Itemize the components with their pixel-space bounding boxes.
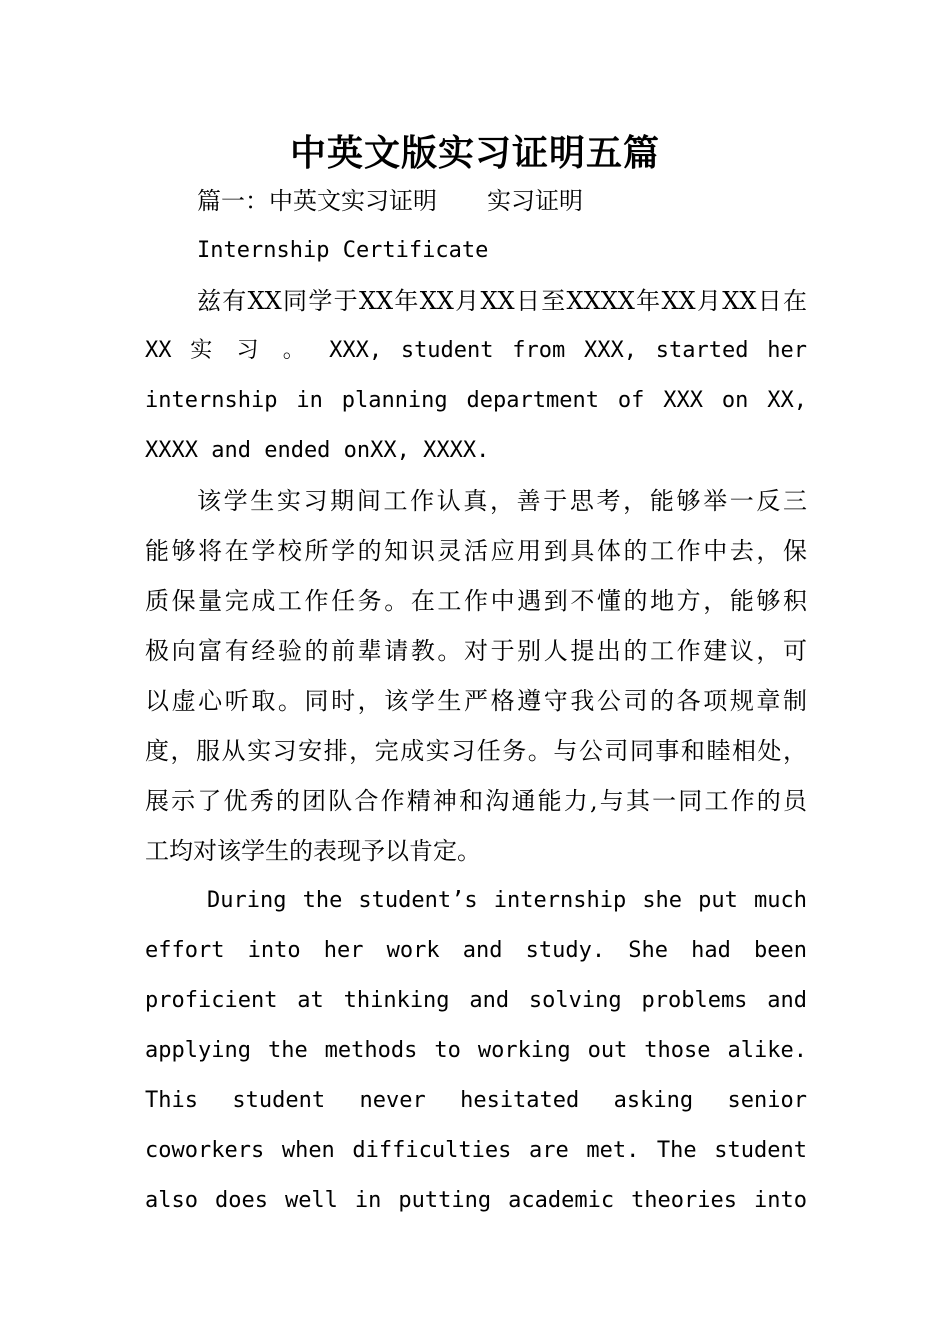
document-title: 中英文版实习证明五篇 [289,132,660,174]
text-line: internship in planning department of XXX on XX, [145,388,807,413]
section-heading-left: 篇一：中英文实习证明 [197,187,437,215]
paragraph-2 [145,476,807,876]
text-line: coworkers when difficulties are met. The student [145,1138,807,1163]
text-line: proficient at thinking and solving problems and [145,988,807,1013]
text-line: This student never hesitated asking senior [145,1088,807,1113]
certificate-title-en: Internship Certificate [197,238,489,263]
text-line: 该学生实习期间工作认真，善于思考，能够举一反三 [197,487,807,515]
text-line: 以虚心听取。同时，该学生严格遵守我公司的各项规章制 [145,687,807,715]
section-heading-right: 实习证明 [487,187,583,215]
text-line: applying the methods to working out those alike. [145,1038,807,1063]
paragraph-3 [145,876,807,1226]
text-line: 兹有XX同学于XX年XX月XX日至XXXX年XX月XX日在 [197,287,807,315]
text-line: During the student’s internship she put much [207,888,807,913]
text-line: 工均对该学生的表现予以肯定。 [145,837,481,865]
text-line: 展示了优秀的团队合作精神和沟通能力,与其一同工作的员 [145,787,807,815]
text-line: also does well in putting academic theories into [145,1188,807,1213]
text-line: 能够将在学校所学的知识灵活应用到具体的工作中去，保 [145,537,807,565]
text-line: XX 实 习 。 XXX, student from XXX, started her [145,338,807,363]
text-line: 极向富有经验的前辈请教。对于别人提出的工作建议，可 [145,637,807,665]
text-line: 质保量完成工作任务。在工作中遇到不懂的地方，能够积 [145,587,807,615]
text-line: XXXX and ended onXX, XXXX. [145,438,490,463]
document-body [145,176,807,1226]
section-heading [145,176,807,226]
text-line: effort into her work and study. She had been [145,938,807,963]
text-line: 度，服从实习安排，完成实习任务。与公司同事和睦相处， [145,737,807,765]
paragraph-1 [145,276,807,476]
